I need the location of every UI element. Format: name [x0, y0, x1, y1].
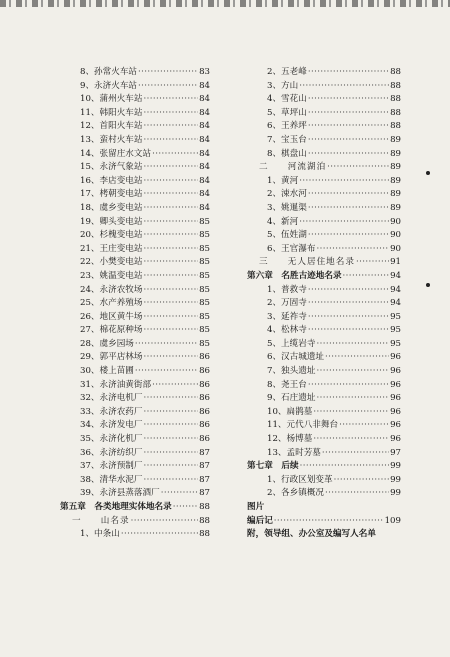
toc-entry [60, 311, 210, 325]
toc-entry [60, 134, 210, 148]
dot-leader [308, 66, 389, 80]
dot-leader [308, 188, 389, 202]
toc-page-number: 96 [390, 420, 401, 431]
toc-entry [247, 433, 401, 447]
dot-leader [299, 80, 389, 94]
toc-page-number: 88 [390, 107, 401, 118]
dot-leader [313, 406, 389, 420]
toc-entry-title: 3、方山 [267, 80, 299, 91]
dot-leader [135, 365, 198, 379]
toc-page-number: 88 [390, 121, 401, 132]
toc-entry [60, 351, 210, 365]
toc-entry-title: 5、伍姓湖 [267, 230, 307, 241]
toc-entry-title: 14、张留庄水文站 [80, 148, 152, 159]
toc-entry [60, 297, 210, 311]
toc-entry [247, 365, 401, 379]
toc-entry [247, 107, 401, 121]
toc-entry-title: 5、草坪山 [267, 107, 307, 118]
dot-leader [299, 216, 389, 230]
toc-entry-title: 4、雪花山 [267, 94, 307, 105]
dot-leader [138, 80, 198, 94]
dot-leader [144, 243, 199, 257]
toc-page-number: 85 [199, 311, 210, 322]
toc-entry-title: 9、石庄遗址 [267, 393, 316, 404]
toc-page-number: 86 [199, 434, 210, 445]
toc-page-number: 85 [199, 270, 210, 281]
toc-entry-title: 1、中条山 [80, 529, 120, 540]
dot-leader [144, 351, 199, 365]
toc-right-column [247, 66, 401, 542]
dot-leader [334, 474, 389, 488]
toc-page-number: 88 [199, 502, 210, 512]
dot-leader [144, 284, 199, 298]
toc-entry-title: 13、孟时芳墓 [267, 447, 321, 458]
toc-page-number: 85 [199, 216, 210, 227]
dot-leader [308, 379, 389, 393]
toc-entry [247, 297, 401, 311]
toc-entry-title: 35、永济化机厂 [80, 434, 143, 445]
dot-leader [144, 188, 199, 202]
toc-entry [60, 487, 210, 501]
toc-entry-title: 二 河流湖泊 [259, 162, 327, 173]
dot-leader [356, 256, 389, 270]
toc-entry [247, 284, 401, 298]
toc-entry [247, 120, 401, 134]
dot-leader [144, 93, 199, 107]
dot-leader [131, 515, 198, 529]
dot-leader [343, 270, 390, 284]
dot-leader [144, 175, 199, 189]
dot-leader [316, 392, 389, 406]
dot-leader [144, 229, 199, 243]
dot-leader [144, 447, 199, 461]
dot-leader [308, 311, 389, 325]
toc-entry [60, 284, 210, 298]
toc-entry-title: 6、汉古城遗址 [267, 352, 325, 363]
toc-page-number: 96 [390, 406, 401, 417]
toc-entry-title: 18、虞乡变电站 [80, 202, 143, 213]
toc-entry-title: 24、永济农牧场 [80, 284, 143, 295]
dot-leader [161, 487, 198, 501]
toc-entry [247, 447, 401, 461]
toc-page-number: 84 [199, 134, 210, 145]
toc-entry [247, 324, 401, 338]
toc-entry [60, 528, 210, 542]
toc-entry-title: 38、清华水泥厂 [80, 474, 143, 485]
toc-page-number: 96 [390, 393, 401, 404]
dot-leader [144, 120, 199, 134]
toc-entry [60, 419, 210, 433]
toc-entry [247, 134, 401, 148]
toc-page-number: 86 [199, 352, 210, 363]
toc-entry [60, 406, 210, 420]
toc-entry [60, 474, 210, 488]
toc-page-number: 85 [199, 298, 210, 309]
toc-entry-title: 11、韩阳火车站 [80, 107, 143, 118]
toc-entry-title: 第七章 后续 [247, 461, 299, 472]
toc-entry-title: 15、永济气象站 [80, 162, 143, 173]
toc-page-number: 84 [199, 94, 210, 105]
toc-entry-title: 28、虞乡园场 [80, 338, 134, 349]
dot-leader [308, 148, 389, 162]
dot-leader [144, 202, 199, 216]
toc-entry [60, 161, 210, 175]
dot-leader [144, 460, 199, 474]
toc-entry [247, 406, 401, 420]
toc-entry-title: 第五章 各类地理实体地名录 [60, 502, 172, 512]
toc-page-number: 90 [390, 230, 401, 241]
toc-page-number: 89 [390, 175, 401, 186]
dot-leader [152, 379, 198, 393]
toc-entry-title: 3、延祚寺 [267, 311, 307, 322]
toc-page-number: 84 [199, 202, 210, 213]
dot-leader [138, 66, 198, 80]
toc-entry-title: 一 山名录 [72, 515, 130, 526]
dot-leader [316, 365, 389, 379]
toc-entry [60, 120, 210, 134]
toc-entry-title: 5、上缆岩寺 [267, 338, 316, 349]
dot-leader [325, 351, 389, 365]
toc-page-number: 99 [390, 474, 401, 485]
toc-page-number: 84 [199, 189, 210, 200]
toc-entry [60, 66, 210, 80]
toc-entry-title: 编后记 [247, 515, 273, 526]
toc-entry-title: 37、永济预制厂 [80, 461, 143, 472]
toc-entry [60, 256, 210, 270]
toc-entry [247, 351, 401, 365]
toc-entry-title: 10、扁鹊墓 [267, 406, 313, 417]
toc-entry [60, 148, 210, 162]
toc-entry [60, 379, 210, 393]
toc-entry [60, 188, 210, 202]
dot-leader [308, 297, 389, 311]
toc-entry-title: 20、杉槐变电站 [80, 230, 143, 241]
scan-dot [426, 171, 430, 175]
toc-chapter-entry [60, 501, 210, 515]
toc-page-number: 86 [199, 366, 210, 377]
dot-leader [144, 161, 199, 175]
dot-leader [144, 297, 199, 311]
toc-entry-title: 29、郭平店林场 [80, 352, 143, 363]
toc-entry [60, 365, 210, 379]
toc-entry [247, 202, 401, 216]
toc-page-number: 84 [199, 148, 210, 159]
toc-entry-title: 附，领导组、办公室及编写人名单 [247, 529, 376, 540]
toc-entry-title: 10、蒲州火车站 [80, 94, 143, 105]
dot-leader [308, 107, 389, 121]
toc-page-number: 84 [199, 175, 210, 186]
toc-entry-title: 22、小樊变电站 [80, 257, 143, 268]
toc-entry-title: 2、五老峰 [267, 67, 307, 77]
toc-page-number: 84 [199, 107, 210, 118]
dot-leader [144, 324, 199, 338]
toc-entry-title: 11、元代八非舞台 [267, 420, 339, 431]
toc-page-number: 85 [199, 243, 210, 254]
toc-page-number: 89 [390, 162, 401, 173]
toc-entry-title: 34、永济发电厂 [80, 420, 143, 431]
toc-page-number: 91 [390, 257, 401, 268]
toc-page-number: 109 [384, 515, 401, 526]
toc-page-number: 94 [390, 284, 401, 295]
dot-leader [308, 120, 389, 134]
toc-page-number: 87 [199, 488, 210, 499]
toc-page-number: 85 [199, 257, 210, 268]
toc-entry-title: 3、姚暹渠 [267, 202, 307, 213]
toc-entry-title: 16、李店变电站 [80, 175, 143, 186]
toc-entry [60, 216, 210, 230]
dot-leader [144, 107, 199, 121]
toc-entry [60, 270, 210, 284]
toc-page-number: 96 [390, 379, 401, 390]
toc-page-number: 94 [390, 298, 401, 309]
toc-page-number: 88 [390, 80, 401, 91]
dot-leader [144, 392, 199, 406]
toc-page-number: 88 [390, 94, 401, 105]
toc-entry [60, 175, 210, 189]
toc-entry [60, 243, 210, 257]
toc-left-column [60, 66, 210, 542]
toc-page-number: 87 [199, 447, 210, 458]
toc-entry [247, 474, 401, 488]
dot-leader [144, 134, 199, 148]
dot-leader [308, 229, 389, 243]
dot-leader [313, 433, 389, 447]
toc-entry [60, 324, 210, 338]
toc-page-number: 96 [390, 352, 401, 363]
toc-entry [60, 107, 210, 121]
toc-page-number: 85 [199, 230, 210, 241]
toc-section-entry [247, 161, 401, 175]
toc-page-number: 84 [199, 162, 210, 173]
dot-leader [152, 148, 198, 162]
dot-leader [308, 202, 389, 216]
toc-entry-title: 2、各乡镇概况 [267, 488, 325, 499]
dot-leader [173, 501, 198, 515]
toc-page-number: 84 [199, 80, 210, 91]
toc-entry [60, 229, 210, 243]
toc-page-number: 88 [199, 515, 210, 526]
toc-entry-title: 1、黄河 [267, 175, 299, 186]
toc-entry [247, 188, 401, 202]
toc-page-number: 96 [390, 434, 401, 445]
toc-entry-title: 31、永济油黄街部 [80, 379, 152, 390]
toc-chapter-entry [247, 460, 401, 474]
toc-entry [247, 216, 401, 230]
toc-entry-title: 17、栲朝变电站 [80, 189, 143, 200]
dot-leader [308, 284, 389, 298]
toc-section-entry [247, 256, 401, 270]
toc-entry-title: 30、楼上苗圃 [80, 366, 134, 377]
dot-leader [144, 406, 199, 420]
toc-entry-title: 36、永济纺织厂 [80, 447, 143, 458]
toc-page-number: 86 [199, 420, 210, 431]
toc-entry-title: 19、卿头变电站 [80, 216, 143, 227]
dot-leader [144, 433, 199, 447]
toc-section-entry [60, 515, 210, 529]
dot-leader [299, 175, 389, 189]
toc-entry [60, 433, 210, 447]
dot-leader [144, 256, 199, 270]
toc-entry-title: 21、王庄变电站 [80, 243, 143, 254]
toc-entry [247, 419, 401, 433]
dot-leader [300, 460, 389, 474]
dot-leader [327, 161, 389, 175]
dot-leader [322, 447, 389, 461]
toc-page-number: 83 [199, 67, 210, 77]
dot-leader [308, 324, 389, 338]
toc-chapter-entry [247, 515, 401, 529]
dot-leader [325, 487, 389, 501]
toc-entry [247, 175, 401, 189]
toc-entry-title: 6、王养坪 [267, 121, 307, 132]
toc-entry-title: 第六章 名胜古迹地名录 [247, 270, 342, 281]
toc-page-number: 85 [199, 325, 210, 336]
toc-chapter-entry [247, 501, 401, 515]
toc-entry [60, 202, 210, 216]
toc-page-number: 85 [199, 338, 210, 349]
toc-page-number: 97 [390, 447, 401, 458]
toc-page-number: 88 [390, 67, 401, 77]
toc-entry-title: 8、孙常火车站 [80, 67, 138, 77]
toc-entry [60, 460, 210, 474]
toc-entry-title: 4、松林寺 [267, 325, 307, 336]
toc-entry [247, 243, 401, 257]
toc-page-number: 84 [199, 121, 210, 132]
toc-entry-title: 39、永济县蒸落酒厂 [80, 488, 160, 499]
toc-entry [247, 93, 401, 107]
toc-entry [247, 392, 401, 406]
toc-entry [60, 338, 210, 352]
toc-page-number: 87 [199, 461, 210, 472]
dot-leader [135, 338, 198, 352]
dot-leader [308, 93, 389, 107]
toc-entry-title: 33、永济农药厂 [80, 406, 143, 417]
toc-page-number: 89 [390, 189, 401, 200]
toc-entry-title: 32、永济电机厂 [80, 393, 143, 404]
toc-entry-title: 1、行政区划变革 [267, 474, 333, 485]
toc-page-number: 95 [390, 325, 401, 336]
scan-top-edge [0, 0, 450, 7]
toc-page-number: 87 [199, 474, 210, 485]
toc-entry-title: 4、新河 [267, 216, 299, 227]
toc-page-number: 90 [390, 243, 401, 254]
toc-entry-title: 图片 [247, 502, 265, 512]
toc-entry-title: 6、王官瀑布 [267, 243, 316, 254]
toc-entry [247, 338, 401, 352]
toc-page-number: 88 [199, 529, 210, 540]
toc-entry-title: 7、独头遗址 [267, 366, 316, 377]
toc-entry-title: 9、永济火车站 [80, 80, 138, 91]
toc-entry-title: 三 无人居住地名录 [259, 257, 355, 268]
toc-entry-title: 25、水产养殖场 [80, 298, 143, 309]
toc-entry [247, 66, 401, 80]
toc-entry [60, 93, 210, 107]
toc-page-number: 96 [390, 366, 401, 377]
toc-entry [247, 229, 401, 243]
dot-leader [144, 474, 199, 488]
toc-page-number: 89 [390, 202, 401, 213]
dot-leader [339, 419, 389, 433]
toc-page-number: 94 [390, 270, 401, 281]
toc-entry-title: 1、普救寺 [267, 284, 307, 295]
toc-entry [247, 80, 401, 94]
toc-chapter-entry [247, 270, 401, 284]
dot-leader [144, 419, 199, 433]
toc-chapter-entry [247, 528, 401, 542]
toc-page-number: 86 [199, 393, 210, 404]
toc-entry [247, 311, 401, 325]
toc-page-number: 89 [390, 134, 401, 145]
toc-page-number: 99 [390, 461, 401, 472]
scan-dot [426, 283, 430, 287]
dot-leader [121, 528, 198, 542]
dot-leader [144, 216, 199, 230]
toc-page-number: 90 [390, 216, 401, 227]
toc-entry-title: 13、蛮村火车站 [80, 134, 143, 145]
toc-entry-title: 23、姚温变电站 [80, 270, 143, 281]
toc-entry-title: 2、万固寺 [267, 298, 307, 309]
toc-entry-title: 12、杨博墓 [267, 434, 313, 445]
toc-entry-title: 7、宝玉台 [267, 134, 307, 145]
dot-leader [144, 270, 199, 284]
dot-leader [308, 134, 389, 148]
dot-leader [316, 243, 389, 257]
toc-entry [247, 487, 401, 501]
toc-page-number: 86 [199, 379, 210, 390]
toc-entry [60, 80, 210, 94]
toc-page-number: 85 [199, 284, 210, 295]
toc-entry-title: 26、地区黄牛场 [80, 311, 143, 322]
toc-page-number: 95 [390, 338, 401, 349]
dot-leader [144, 311, 199, 325]
dot-leader [274, 515, 384, 529]
toc-page-number: 99 [390, 488, 401, 499]
toc-entry [247, 148, 401, 162]
toc-entry [60, 447, 210, 461]
toc-entry [247, 379, 401, 393]
dot-leader [316, 338, 389, 352]
toc-entry-title: 8、棋盘山 [267, 148, 307, 159]
toc-entry-title: 8、尧王台 [267, 379, 307, 390]
toc-entry-title: 12、首阳火车站 [80, 121, 143, 132]
toc-entry-title: 2、涑水河 [267, 189, 307, 200]
toc-page-number: 86 [199, 406, 210, 417]
toc-page-number: 95 [390, 311, 401, 322]
toc-entry [60, 392, 210, 406]
toc-entry-title: 27、棉花原种场 [80, 325, 143, 336]
toc-page-number: 89 [390, 148, 401, 159]
